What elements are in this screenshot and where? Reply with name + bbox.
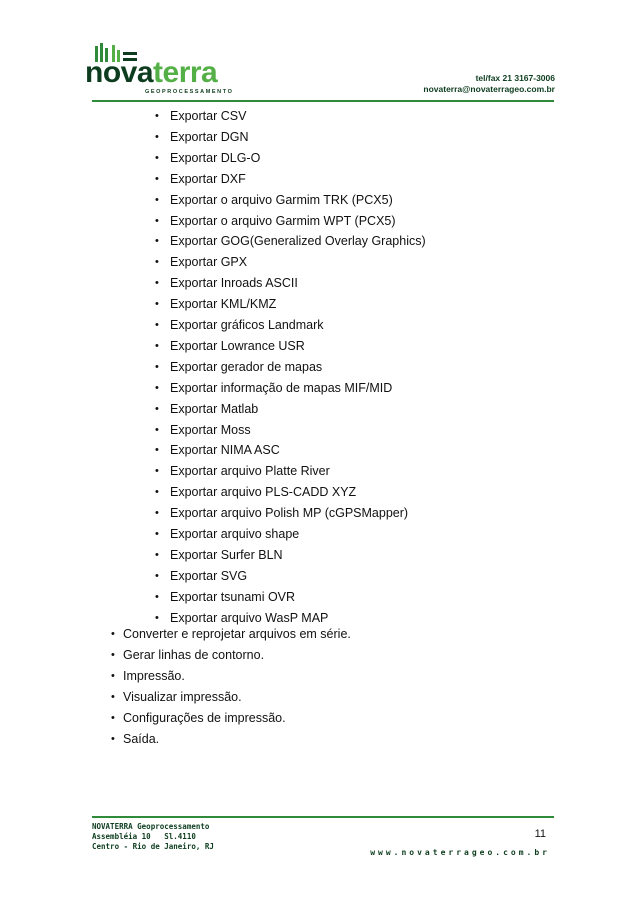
bullet-icon: • — [155, 339, 159, 352]
feature-list-item — [111, 626, 351, 642]
contact-email: novaterra@novaterrageo.com.br — [423, 84, 555, 94]
list-item-text: Exportar KML/KMZ — [170, 297, 277, 312]
page-number: 11 — [534, 828, 546, 840]
list-item-text: Exportar CSV — [170, 109, 247, 123]
list-item-text: Exportar DXF — [170, 171, 246, 186]
logo-subtitle: GEOPROCESSAMENTO — [145, 89, 234, 95]
footer-address — [92, 822, 214, 852]
export-list-item — [155, 401, 259, 421]
export-list-item — [155, 442, 280, 462]
bullet-icon: • — [155, 235, 159, 248]
list-item-text: Exportar Lowrance USR — [170, 338, 305, 353]
list-item-text: Exportar Matlab — [170, 401, 259, 416]
list-item-text: Exportar informação de mapas MIF/MID — [170, 380, 393, 395]
export-list-item — [155, 129, 249, 149]
bullet-icon: • — [155, 486, 159, 499]
export-list-item — [155, 338, 305, 358]
bullet-icon: • — [111, 628, 115, 640]
list-item-text: Saída. — [123, 732, 160, 746]
list-item-text: Exportar arquivo WasP MAP — [170, 610, 329, 625]
export-list-item — [155, 505, 409, 525]
export-list-item — [155, 380, 393, 400]
bullet-icon: • — [155, 277, 159, 290]
export-list-item — [155, 359, 323, 379]
bullet-icon: • — [155, 423, 159, 436]
export-list-item — [155, 296, 277, 316]
feature-list-item — [111, 710, 286, 726]
bullet-icon: • — [155, 151, 159, 164]
list-item-text: Exportar o arquivo Garmim TRK (PCX5) — [170, 192, 393, 207]
export-list-item — [155, 213, 396, 233]
list-item-text: Exportar arquivo Platte River — [170, 464, 330, 479]
page-header — [85, 42, 555, 102]
company-logo — [85, 58, 217, 88]
contact-phone: tel/fax 21 3167-3006 — [475, 73, 555, 83]
export-list-item — [155, 192, 393, 212]
footer-address-line-1: Assembléia 10 Sl.4110 — [92, 832, 196, 841]
bullet-icon: • — [155, 548, 159, 561]
footer-website: www.novaterrageo.com.br — [370, 848, 550, 857]
export-list-item — [155, 171, 246, 191]
bullet-icon: • — [155, 590, 159, 603]
bullet-icon: • — [111, 649, 115, 661]
bullet-icon: • — [111, 670, 115, 682]
header-contact — [423, 73, 555, 95]
bullet-icon: • — [111, 733, 115, 745]
list-item-text: Configurações de impressão. — [123, 711, 286, 725]
bullet-icon: • — [155, 319, 159, 331]
feature-list-item — [111, 647, 265, 663]
list-item-text: Exportar SVG — [170, 568, 248, 583]
list-item-text: Converter e reprojetar arquivos em série. — [123, 627, 351, 641]
bullet-icon: • — [155, 360, 159, 373]
list-item-text: Visualizar impressão. — [123, 690, 242, 704]
bullet-icon: • — [155, 130, 159, 143]
list-item-text: Exportar o arquivo Garmim WPT (PCX5) — [170, 213, 396, 228]
bullet-icon: • — [155, 569, 159, 582]
export-list-item — [155, 108, 247, 128]
export-list-item — [155, 547, 283, 567]
list-item-text: Exportar Inroads ASCII — [170, 276, 298, 291]
bullet-icon: • — [155, 298, 159, 311]
bullet-icon: • — [155, 381, 159, 394]
logo-word-b: terra — [153, 56, 218, 89]
header-divider — [92, 100, 554, 102]
list-item-text: Exportar GPX — [170, 255, 248, 270]
export-list-item — [155, 150, 261, 170]
export-list-item — [155, 254, 248, 274]
export-list-item — [155, 317, 324, 337]
list-item-text: Exportar arquivo Polish MP (cGPSMapper) — [170, 506, 409, 521]
list-item-text: Exportar arquivo shape — [170, 527, 300, 541]
list-item-text: Impressão. — [123, 669, 185, 683]
list-item-text: Exportar arquivo PLS-CADD XYZ — [170, 485, 357, 500]
logo-word-a: nova — [85, 56, 154, 89]
list-item-text: Exportar DLG-O — [170, 150, 261, 165]
bullet-icon: • — [155, 402, 159, 415]
footer-divider — [92, 816, 554, 818]
bullet-icon: • — [111, 712, 115, 724]
export-list-item — [155, 484, 357, 504]
feature-list-item — [111, 731, 160, 747]
bullet-icon: • — [155, 507, 159, 520]
export-list-item — [155, 526, 300, 546]
bullet-icon: • — [111, 691, 115, 703]
export-list-item — [155, 463, 330, 483]
bullet-icon: • — [155, 444, 159, 457]
bullet-icon: • — [155, 465, 159, 478]
bullet-icon: • — [155, 193, 159, 206]
feature-list-item — [111, 668, 185, 684]
list-item-text: Exportar Moss — [170, 422, 251, 437]
export-list-item — [155, 568, 248, 588]
export-list-item — [155, 275, 298, 295]
list-item-text: Gerar linhas de contorno. — [123, 648, 265, 662]
bullet-icon: • — [155, 110, 159, 122]
feature-list-item — [111, 689, 242, 705]
export-list-item — [155, 422, 251, 442]
footer-company: NOVATERRA Geoprocessamento — [92, 822, 210, 831]
export-list-item — [155, 589, 296, 609]
list-item-text: Exportar gerador de mapas — [170, 359, 323, 374]
list-item-text: Exportar DGN — [170, 129, 249, 144]
list-item-text: Exportar Surfer BLN — [170, 547, 283, 562]
bullet-icon: • — [155, 528, 159, 540]
bullet-icon: • — [155, 214, 159, 227]
list-item-text: Exportar GOG(Generalized Overlay Graphics) — [170, 234, 426, 249]
bullet-icon: • — [155, 611, 159, 624]
bullet-icon: • — [155, 172, 159, 185]
list-item-text: Exportar gráficos Landmark — [170, 318, 324, 332]
bullet-icon: • — [155, 256, 159, 269]
footer-address-line-2: Centro - Rio de Janeiro, RJ — [92, 842, 214, 851]
list-item-text: Exportar tsunami OVR — [170, 589, 296, 604]
list-item-text: Exportar NIMA ASC — [170, 443, 280, 458]
export-list-item — [155, 233, 426, 253]
